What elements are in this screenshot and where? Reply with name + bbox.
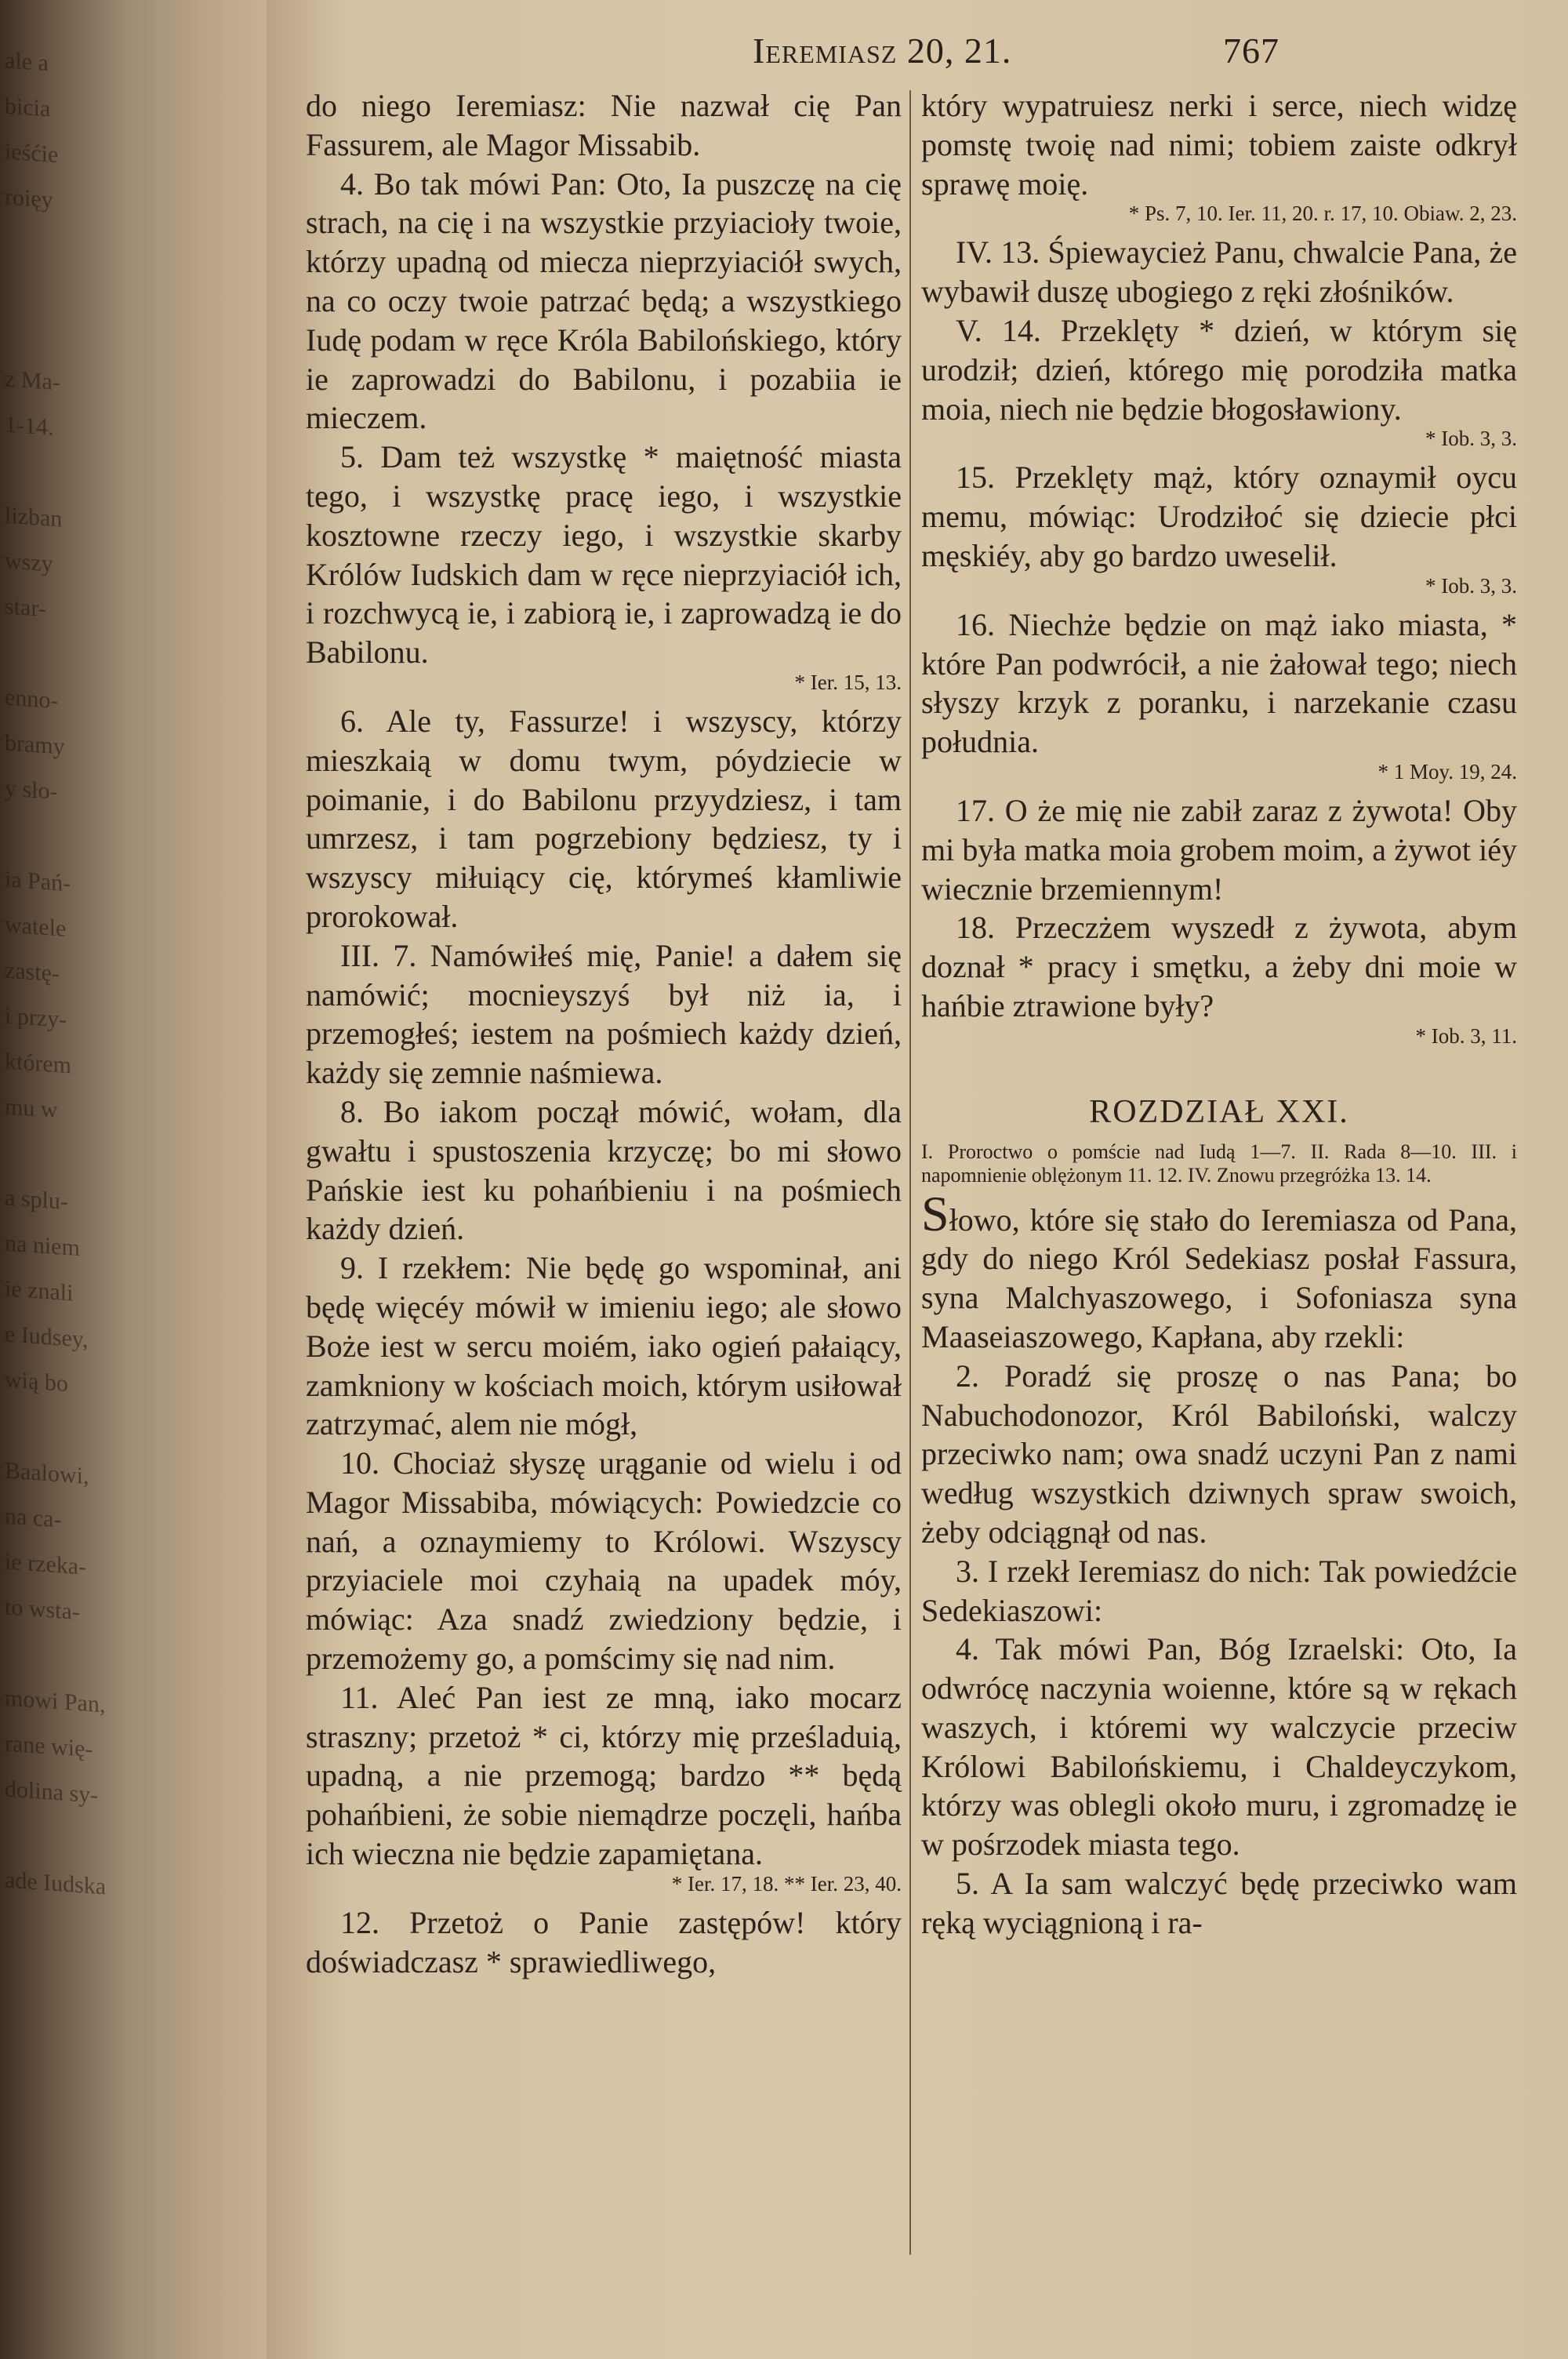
running-head: Ieremiasz 20, 21. — [753, 31, 1012, 71]
verse-paragraph: V. 14. Przeklęty * dzień, w którym się urodził; dzień, którego mię porodziła matka moia, niech nie będzie błogosławiony. — [921, 312, 1517, 427]
verse-paragraph: 8. Bo iakom począł mówić, wołam, dla gwałtu i spustoszenia krzyczę; bo mi słowo Pańskie iest ku pohańbieniu i na pośmiech każdy dzień. — [306, 1093, 902, 1247]
verse-paragraph: 16. Niechże będzie on mąż iako miasta, * które Pan podwrócił, a nie żałował tego; niech słyszy krzyk z poranku, i narzekanie czasu południa. — [921, 606, 1517, 760]
chapter-verses — [921, 1357, 1517, 1943]
chapter-title: ROZDZIAŁ XXI. — [1089, 1093, 1349, 1130]
verse-paragraph: 11. Aleć Pan iest ze mną, iako mocarz straszny; przetoż * ci, którzy mię prześladuią, upadną, a nie przemogą; bardzo ** będą pohańbieni, że sobie niemądrze poczęli, hańba ich wieczna nie będzie zapamiętana. — [306, 1679, 902, 1872]
verse-paragraph: do niego Ieremiasz: Nie nazwał cię Pan Fassurem, ale Magor Missabib. — [306, 88, 902, 162]
previous-page-fragments: ale a bicia ieśćie roięy z Ma- 1-14. lizban wszy star- enno- bramy y sło- ia Pań- watele zastę- i przy- którem mu w a splu- na niem ie znali e Iudsey, wią bo Baalowi, na ca- ie rzeka- to wsta- mowi Pan, rane wię- dolina sy- ade Iudska — [5, 47, 107, 1900]
page-header — [486, 30, 1286, 85]
cross-reference: * Iob. 3, 3. — [1425, 573, 1517, 598]
verse-paragraph: 10. Chociaż słyszę urąganie od wielu i od Magor Missabiba, mówiących: Powiedzcie co nań, a oznaymiemy to Królowi. Wszyscy przyiaciele moi czyhaią na upadek móy, mówiąc: Aza snadź zwiedziony będzie, i przemożemy go, a pomścimy się nad nim. — [306, 1445, 902, 1677]
verse-paragraph: III. 7. Namówiłeś mię, Panie! a dałem się namówić; mocnieyszyś był niż ia, i przemogłeś; iestem na pośmiech każdy dzień, każdy się zemnie naśmiewa. — [306, 937, 902, 1091]
verse-paragraph: 17. O że mię nie zabił zaraz z żywota! Oby mi była matka moia grobem moim, a żywot iéy wiecznie brzemiennym! — [921, 792, 1517, 907]
chapter-opening-paragraph — [921, 1185, 1517, 1357]
chapter-opening-text: łowo, które się stało do Ieremiasza od Pana, gdy do niego Król Sedekiasz posłał Fassura, syna Malchyaszowego, i Sofoniasza syna Maaseiaszowego, Kapłana, aby rzekli: — [921, 1201, 1517, 1354]
previous-page-edge — [0, 0, 282, 2359]
left-column — [306, 86, 902, 1981]
verse-paragraph: 5. Dam też wszystkę * maiętność miasta tego, i wszystkę pracę iego, i wszystkie kosztowne rzeczy iego, i wszystkie skarby Królów Iudskich dam w ręce nieprzyiaciół ich, i rozchwycą ie, i zabiorą ie, i zaprowadzą ie do Babilonu. — [306, 439, 902, 671]
verse-paragraph: IV. 13. Śpiewaycież Panu, chwalcie Pana, że wybawił duszę ubogiego z ręki złośników. — [921, 234, 1517, 310]
verse-paragraph: 6. Ale ty, Fassurze! i wszyscy, którzy mieszkaią w domu twym, póydziecie w poimanie, i do Babilonu przyydziesz, i tam umrzesz, i tam pogrzebiony będziesz, ty i wszyscy miłuiący cię, którymeś kłamliwie prorokował. — [306, 703, 902, 934]
right-column-verses — [921, 86, 1517, 1049]
verse-paragraph: 2. Poradź się proszę o nas Pana; bo Nabuchodonozor, Król Babiloński, walczy przeciwko nam; owa snadź uczyni Pan z nami według wszystkich dziwnych spraw swoich, żeby odciągnął od nas. — [921, 1358, 1517, 1550]
verse-paragraph: 4. Tak mówi Pan, Bóg Izraelski: Oto, Ia odwrócę naczynia woienne, które są w rękach waszych, i któremi wy walczycie przeciw Królowi Babilońskiemu, i Chaldeyczykom, którzy was oblegli około muru, i zgromadzę ie w pośrzodek miasta tego. — [921, 1631, 1517, 1863]
verse-paragraph: 12. Przetoż o Panie zastępów! który doświadczasz * sprawiedliwego, — [306, 1904, 902, 1979]
cross-reference: * Ier. 17, 18. ** Ier. 23, 40. — [671, 1871, 902, 1896]
cross-reference: * Ps. 7, 10. Ier. 11, 20. r. 17, 10. Obiaw. 2, 23. — [1128, 202, 1517, 226]
verse-paragraph: 9. I rzekłem: Nie będę go wspominał, ani będę więcéy mówił w imieniu iego; ale słowo Boże iest w sercu moiém, iako ogień pałaiący, zamkniony w kościach moich, którym usiłował zatrzymać, alem nie mógł, — [306, 1250, 902, 1442]
verse-paragraph: 3. I rzekł Ieremiasz do nich: Tak powiedźcie Sedekiaszowi: — [921, 1553, 1517, 1628]
verse-paragraph: 15. Przeklęty mąż, który oznaymił oycu memu, mówiąc: Urodziłoć się dziecie płci męskiéy, aby go bardzo uweselił. — [921, 460, 1517, 573]
verse-paragraph: 18. Przeczżem wyszedł z żywota, abym doznał * pracy i smętku, a żeby dni moie w hańbie ztrawione były? — [921, 910, 1517, 1023]
cross-reference: * Iob. 3, 11. — [1415, 1023, 1517, 1048]
page-number: 767 — [1223, 31, 1279, 71]
verse-paragraph: 5. A Ia sam walczyć będę przeciwko wam ręką wyciągnioną i ra- — [921, 1866, 1517, 1940]
chapter-summary: I. Proroctwo o pomście nad Iudą 1—7. II. Rada 8—10. III. i napomnienie oblężonym 11. 12. IV. Znowu przegróżka 13. 14. — [921, 1140, 1517, 1187]
drop-capital: S — [921, 1185, 949, 1241]
cross-reference: * Iob. 3, 3. — [1425, 427, 1517, 451]
column-rule — [909, 90, 911, 2255]
verse-paragraph: który wypatruiesz nerki i serce, niech widzę pomstę twoię nad nimi; tobiem zaiste odkrył sprawę moię. — [921, 88, 1517, 202]
cross-reference: * Ier. 15, 13. — [794, 670, 902, 694]
right-column — [921, 86, 1517, 1943]
verse-paragraph: 4. Bo tak mówi Pan: Oto, Ia puszczę na cię strach, na cię i na wszystkie przyiacioły twoie, którzy upadną od miecza nieprzyiaciół swych, na co oczy twoie patrzać będą; a wszystkiego Iudę podam w ręce Króla Babilońskiego, który ie zaprowadzi do Babilonu, i pozabiia ie mieczem. — [306, 165, 902, 436]
cross-reference: * 1 Moy. 19, 24. — [1377, 759, 1517, 783]
